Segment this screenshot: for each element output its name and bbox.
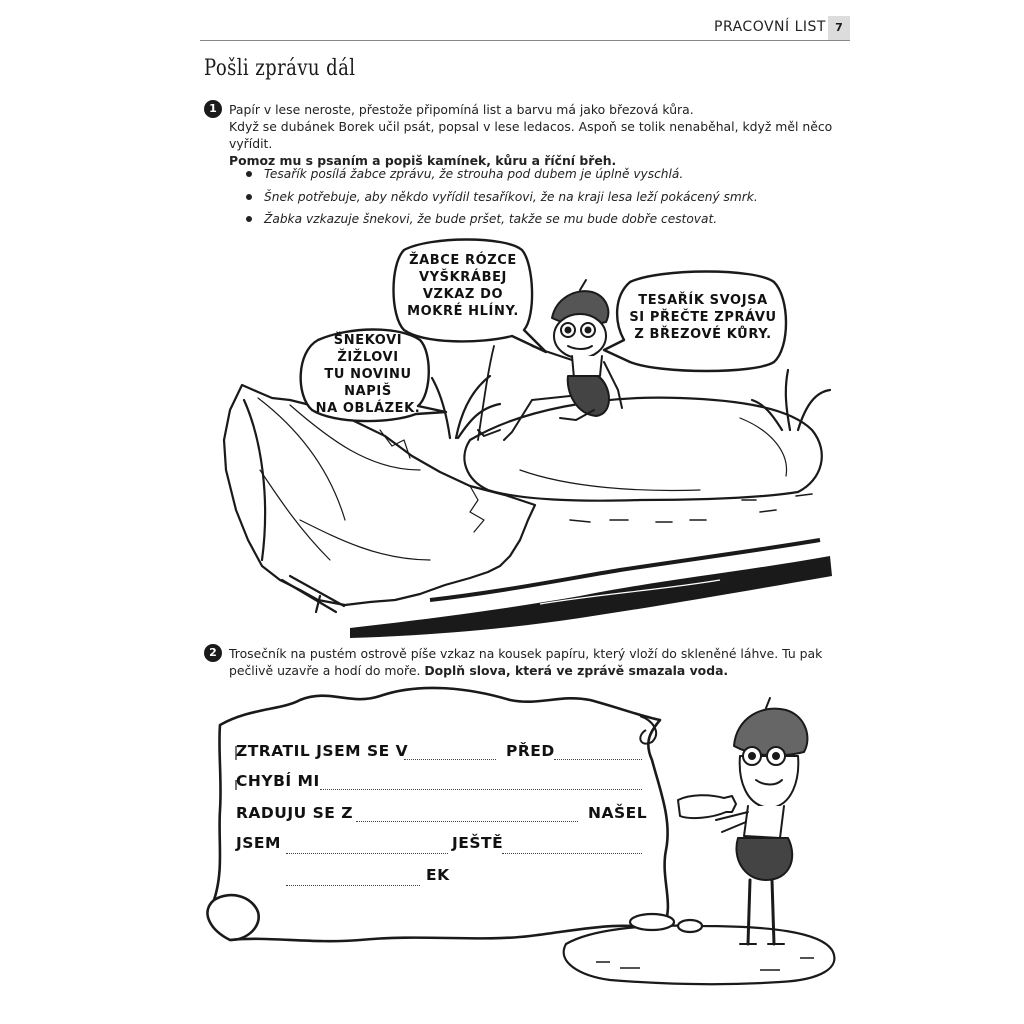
scroll-row-4-end: JEŠTĚ <box>452 834 504 852</box>
bubble-left-text <box>312 332 424 417</box>
scroll-row-1-end: PŘED <box>506 742 555 760</box>
blank-5[interactable] <box>286 852 448 854</box>
task-2-line-2-start: pečlivě uzavře a hodí do moře. <box>229 663 425 678</box>
bubble-right-line: Z BŘEZOVÉ KŮRY. <box>634 327 772 342</box>
scroll-row-3-start: RADUJU SE Z <box>236 804 354 822</box>
blank-2[interactable] <box>554 758 642 760</box>
list-item: Šnek potřebuje, aby někdo vyřídil tesaříkovi, že na kraji lesa leží pokácený smrk. <box>246 186 758 209</box>
task-1-number: 1 <box>204 100 222 118</box>
bubble-middle-line: VZKAZ DO <box>422 287 504 302</box>
bubble-middle-line: MOKRÉ HLÍNY. <box>407 304 519 319</box>
blank-1[interactable] <box>404 758 496 760</box>
bubble-right-line: SI PŘEČTE ZPRÁVU <box>629 310 777 325</box>
scroll-row-5: EK <box>426 866 450 884</box>
scroll-row-3-end: NAŠEL <box>588 804 648 822</box>
acorn-character-with-bottle <box>678 698 807 944</box>
task-2-line-1: Trosečník na pustém ostrově píše vzkaz na kousek papíru, který vloží do skleněné láhve. Tu pak <box>229 646 823 661</box>
bubble-right-text <box>624 292 782 343</box>
bubble-right-line: TESAŘÍK SVOJSA <box>638 293 768 308</box>
bubble-middle-line: ŽABCE RÓZCE <box>409 253 517 268</box>
list-item: Tesařík posílá žabce zprávu, že strouha pod dubem je úplně vyschlá. <box>246 163 758 186</box>
bubble-left-line: ŠNEKOVI <box>333 333 403 348</box>
blank-3[interactable] <box>320 788 642 790</box>
page-title: Pošli zprávu dál <box>204 56 356 81</box>
bubble-left-line: NA OBLÁZEK. <box>315 401 421 416</box>
task-2-number: 2 <box>204 644 222 662</box>
bubble-middle-text <box>398 252 528 320</box>
blank-4[interactable] <box>356 820 578 822</box>
task-1-instruction: Pomoz mu s psaním a popiš kamínek, kůru a říční břeh. <box>229 153 617 168</box>
task-2-text <box>229 645 849 679</box>
worksheet-label: PRACOVNÍ LIST <box>714 19 826 35</box>
blank-7[interactable] <box>286 884 420 886</box>
task-1-line-2: Když se dubánek Borek učil psát, popsal v lese ledacos. Aspoň se tolik nenaběhal, když měl něco vyřídit. <box>229 119 833 151</box>
list-item: Žabka vzkazuje šnekovi, že bude pršet, takže se mu bude dobře cestovat. <box>246 208 758 231</box>
task-2-line-2 <box>229 662 849 679</box>
bubble-left-line: ŽIŽLOVI <box>337 350 399 365</box>
bubble-left-line: TU NOVINU NAPIŠ <box>324 367 412 399</box>
blank-6[interactable] <box>502 852 642 854</box>
page-number: 7 <box>828 16 850 40</box>
task-1-line-1: Papír v lese neroste, přestože připomíná list a barvu má jako březová kůra. <box>229 102 694 117</box>
bubble-middle-line: VYŠKRÁBEJ <box>418 270 507 285</box>
scroll-row-1-start: ZTRATIL JSEM SE V <box>236 742 409 760</box>
scroll-row-4-start: JSEM <box>236 834 281 852</box>
scroll-row-2: CHYBÍ MI <box>236 772 320 790</box>
task-2-instruction: Doplň slova, která ve zprávě smazala voda. <box>424 663 729 678</box>
